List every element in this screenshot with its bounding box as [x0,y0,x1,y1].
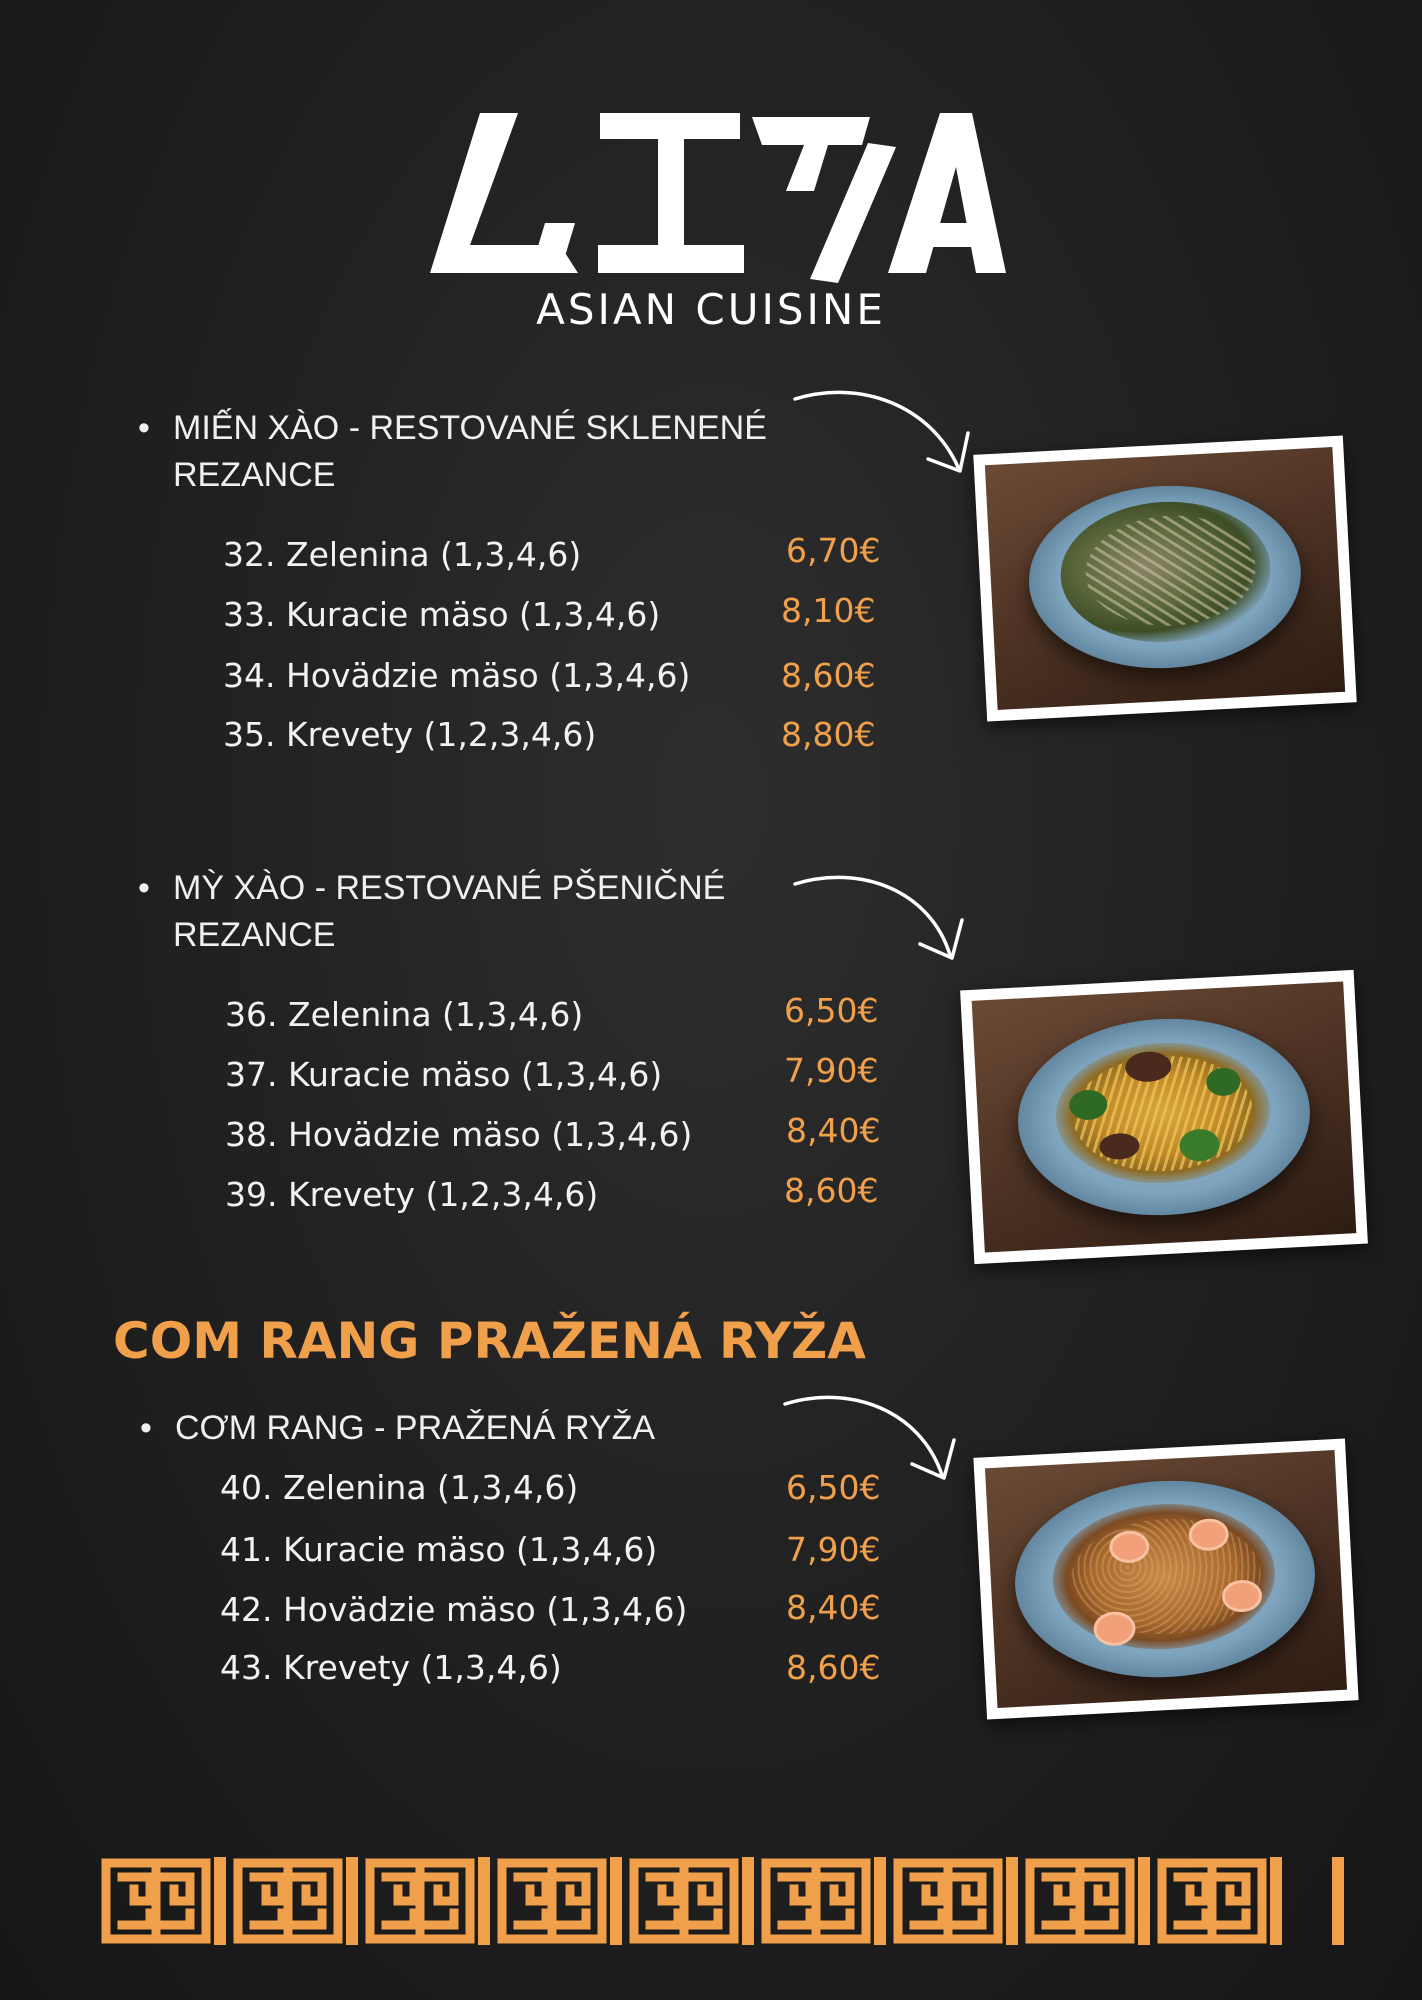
item-price: 6,50€ [786,1468,881,1507]
section-heading [138,865,813,959]
item-price: 6,50€ [784,991,879,1030]
item-name: 34. Hovädzie mäso (1,3,4,6) [223,656,691,695]
item-price: 8,60€ [786,1648,881,1687]
section-title-line: REZANCE [173,456,336,494]
item-name: 32. Zelenina (1,3,4,6) [223,535,582,574]
section-heading [138,405,813,499]
item-name: 42. Hovädzie mäso (1,3,4,6) [220,1590,688,1629]
aika-logo [410,95,1010,285]
item-price: 8,40€ [786,1111,881,1150]
curved-arrow-icon [780,1390,970,1490]
wheat-noodles-photo [960,970,1368,1264]
item-name: 36. Zelenina (1,3,4,6) [225,995,584,1034]
fried-rice-photo [973,1438,1358,1719]
glass-noodles-photo [973,436,1356,722]
section-title-line: CƠM RANG - PRAŽENÁ RYŽA [175,1409,656,1447]
bullet-icon: • [140,1409,152,1447]
item-price: 8,80€ [781,715,876,754]
curved-arrow-icon [790,385,980,485]
item-price: 8,40€ [786,1588,881,1627]
section-heading [140,1405,815,1452]
bullet-icon: • [138,409,150,447]
item-name: 39. Krevety (1,2,3,4,6) [225,1175,599,1214]
section-title-line: REZANCE [173,916,336,954]
item-price: 7,90€ [786,1530,881,1569]
item-name: 37. Kuracie mäso (1,3,4,6) [225,1055,663,1094]
item-price: 8,10€ [781,591,876,630]
item-price: 8,60€ [781,656,876,695]
item-price: 7,90€ [784,1051,879,1090]
item-price: 6,70€ [786,531,881,570]
curved-arrow-icon [790,870,980,970]
section-title-line: MIẾN XÀO - RESTOVANÉ SKLENENÉ [173,409,767,447]
item-name: 41. Kuracie mäso (1,3,4,6) [220,1530,658,1569]
item-price: 8,60€ [784,1171,879,1210]
item-name: 43. Krevety (1,3,4,6) [220,1648,562,1687]
item-name: 33. Kuracie mäso (1,3,4,6) [223,595,661,634]
category-title: COM RANG PRAŽENÁ RYŽA [113,1312,866,1370]
brand-subtitle: ASIAN CUISINE [536,285,886,334]
item-name: 35. Krevety (1,2,3,4,6) [223,715,597,754]
item-name: 38. Hovädzie mäso (1,3,4,6) [225,1115,693,1154]
bullet-icon: • [138,869,150,907]
chinese-key-pattern-border [100,1857,1345,1945]
item-name: 40. Zelenina (1,3,4,6) [220,1468,579,1507]
section-title-line: MỲ XÀO - RESTOVANÉ PŠENIČNÉ [173,869,726,907]
